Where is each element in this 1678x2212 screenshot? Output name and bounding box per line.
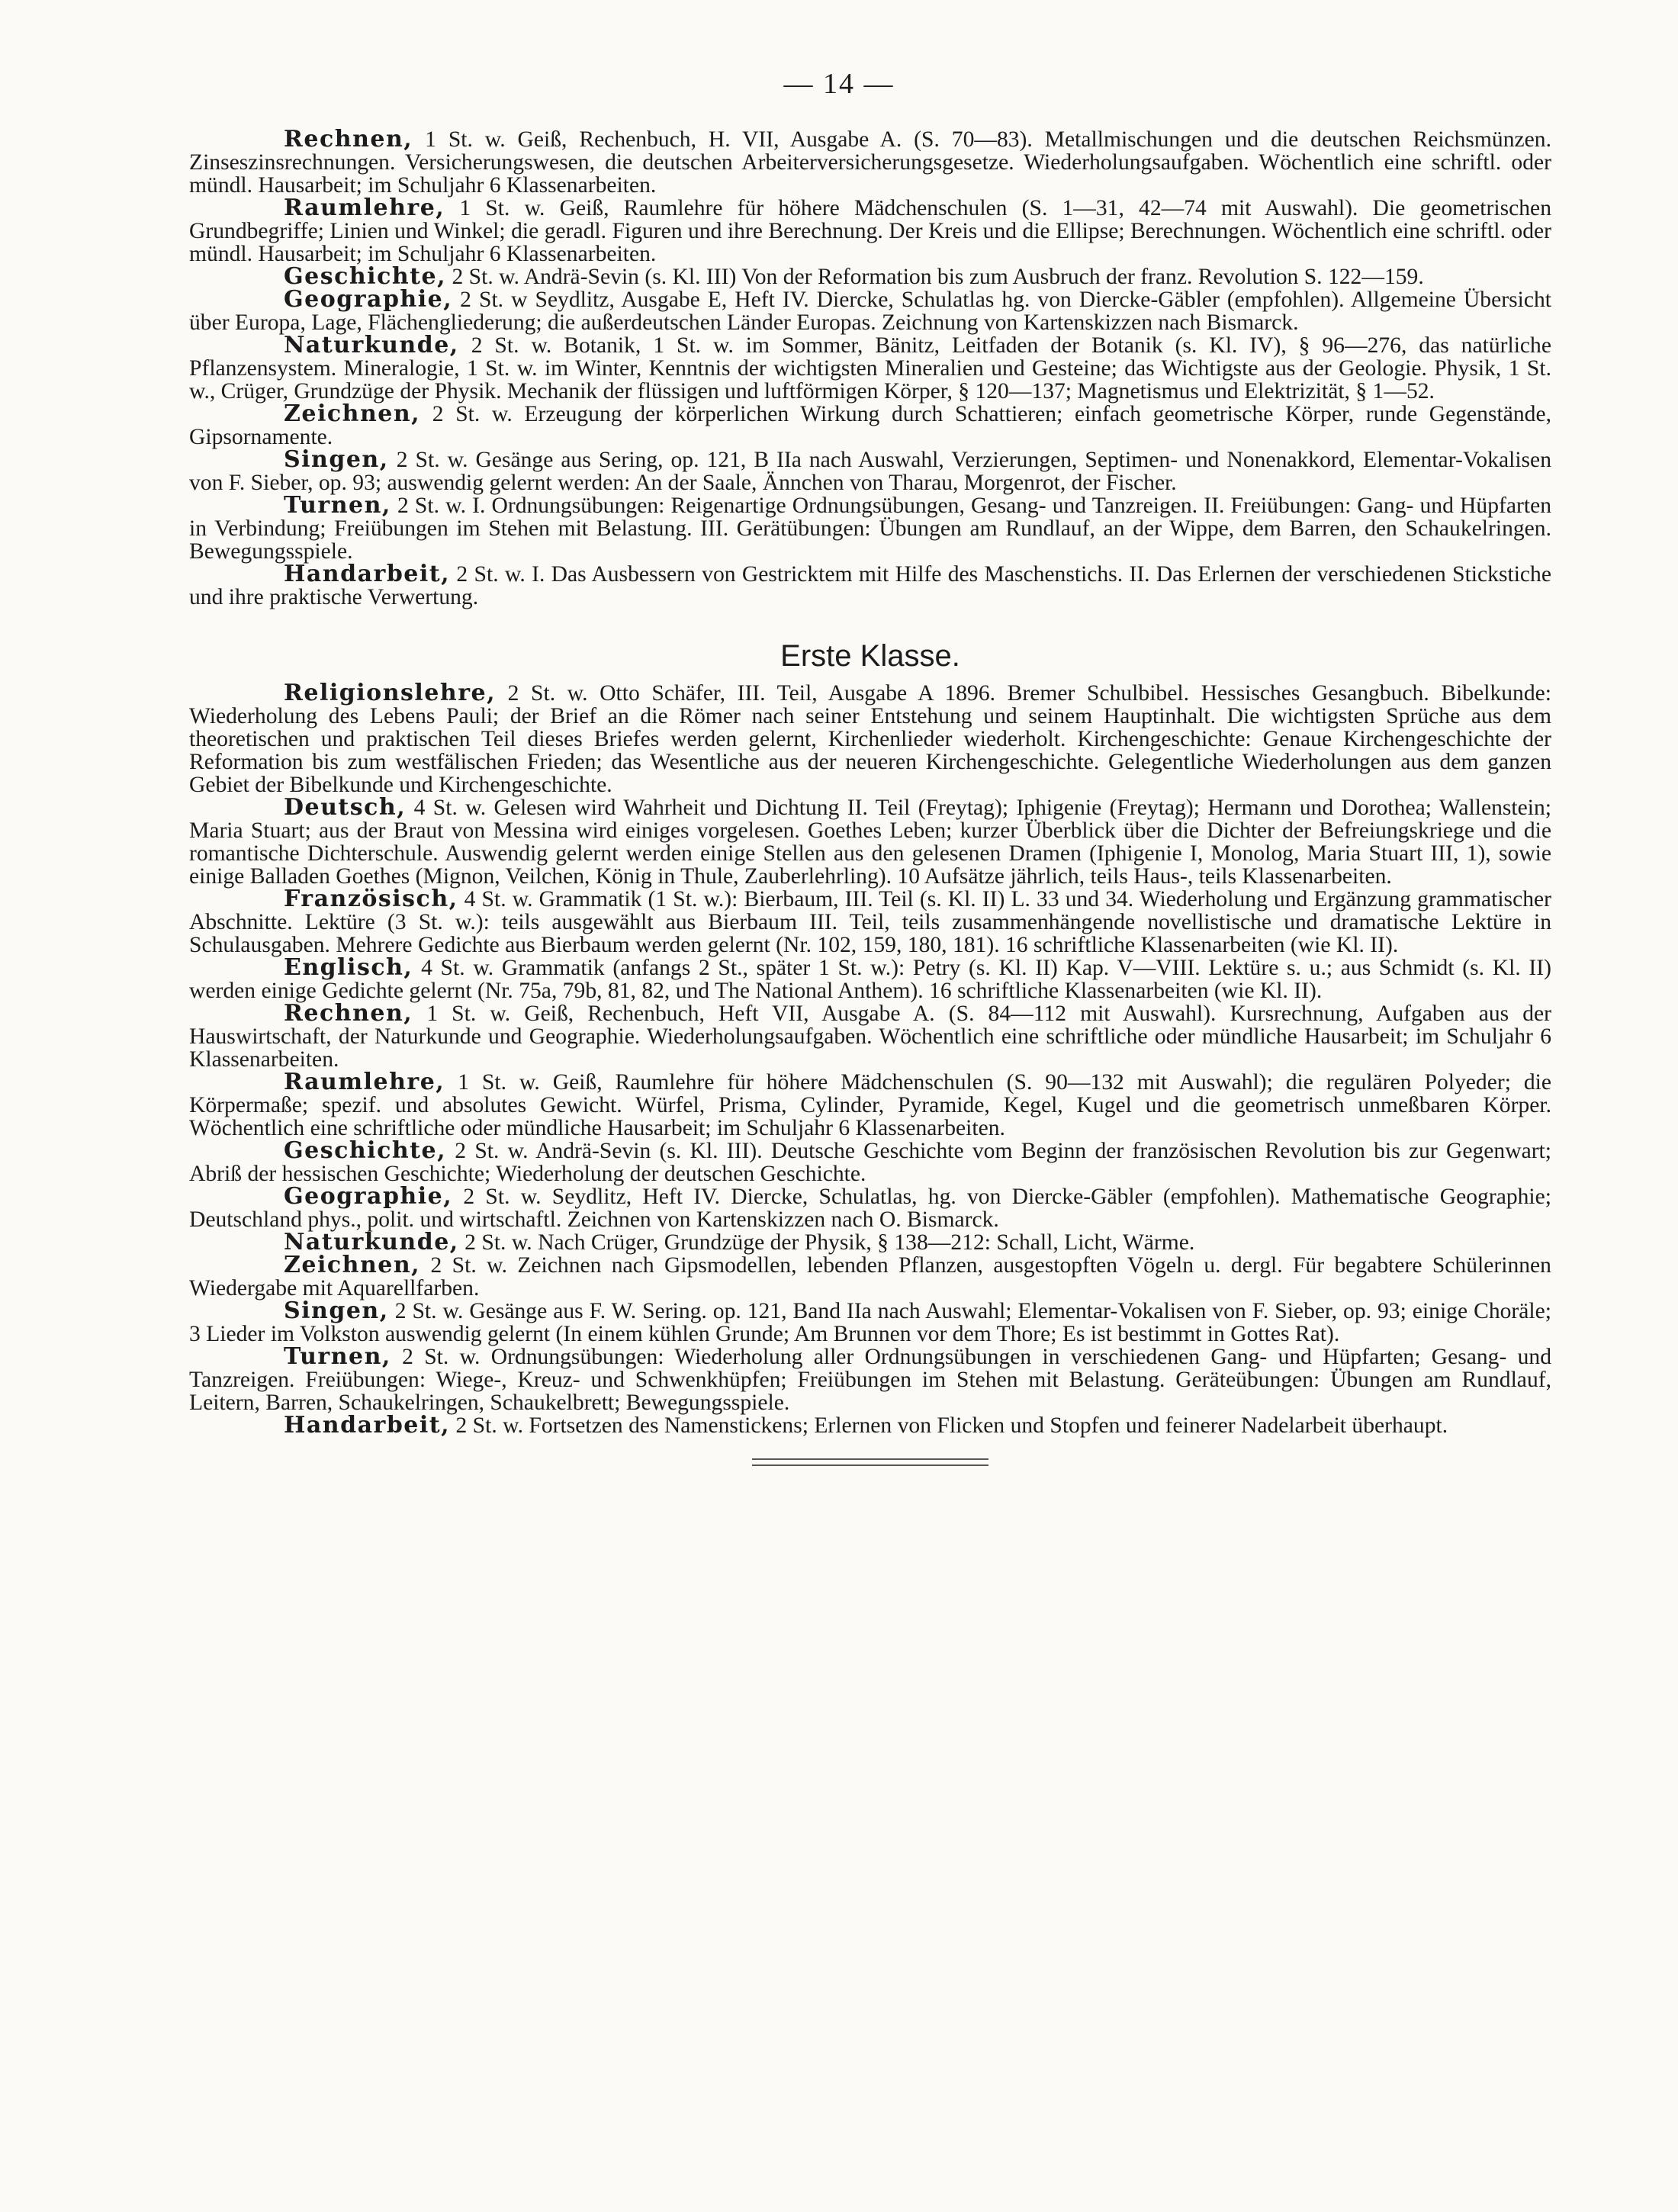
subject-description: 1 St. w. Geiß, Rechenbuch, Heft VII, Ausgabe A. (S. 84—112 mit Auswahl). Kursrechnung, Aufgaben aus der Hauswirtschaft, der Naturkunde und Geographie. Wiederholungsaufgaben. Wöchentlich eine schriftliche oder mündliche Hausarbeit; im Schuljahr 6 Klassenarbeiten.	[189, 1002, 1551, 1072]
subject-title: Naturkunde,	[284, 1229, 459, 1256]
subject-title: Geographie,	[284, 286, 453, 313]
subject-entry	[189, 1231, 1551, 1254]
subject-entry	[189, 1071, 1551, 1140]
subject-entry	[189, 334, 1551, 403]
subject-entry	[189, 682, 1551, 796]
subject-title: Rechnen,	[284, 1000, 413, 1027]
subject-description: 2 St. w. Gesänge aus F. W. Sering. op. 121, Band IIa nach Auswahl; Elementar-Vokalisen von F. Sieber, op. 93; einige Choräle; 3 Lieder im Volkston auswendig gelernt (In einem kühlen Grunde; Am Brunnen vor dem Thore; Es ist bestimmt in Gottes Rat).	[189, 1299, 1551, 1346]
subject-title: Französisch,	[284, 886, 458, 912]
subject-description: 2 St. w. Ordnungsübungen: Wiederholung aller Ordnungsübungen in verschiedenen Gang- und Hüpfarten; Gesang- und Tanzreigen. Freiübungen: Wiege-, Kreuz- und Schwenkhüpfen; Freiübungen im Stehen mit Belastung. Geräteübungen: Übungen am Rundlauf, Leitern, Barren, Schaukelringen, Schaukelbrett; Bewegungsspiele.	[189, 1345, 1551, 1415]
subject-description: 2 St. w. Otto Schäfer, III. Teil, Ausgabe A 1896. Bremer Schulbibel. Hessisches Gesangbuch. Bibelkunde: Wiederholung des Lebens Pauli; der Brief an die Römer nach seiner Entstehung und seinem Hauptinhalt. Die wichtigsten Sprüche aus dem theoretischen und praktischen Teil dieses Briefes werden gelernt, Kirchenlieder wiederholt. Kirchengeschichte: Genaue Kirchengeschichte der Reformation bis zum westfälischen Frieden; das Wesentliche aus der neueren Kirchengeschichte. Gelegentliche Wiederholungen aus dem ganzen Gebiet der Bibelkunde und Kirchengeschichte.	[189, 681, 1551, 797]
subject-description: 1 St. w. Geiß, Raumlehre für höhere Mädchenschulen (S. 1—31, 42—74 mit Auswahl). Die geometrischen Grundbegriffe; Linien und Winkel; die geradl. Figuren und ihre Berechnung. Der Kreis und die Ellipse; Berechnungen. Wöchentlich eine schriftl. oder mündl. Hausarbeit; im Schuljahr 6 Klassenarbeiten.	[189, 196, 1551, 266]
body-text	[189, 128, 1551, 1466]
section-heading: Erste Klasse.	[780, 639, 960, 673]
subject-description: 1 St. w. Geiß, Raumlehre für höhere Mädchenschulen (S. 90—132 mit Auswahl); die regulären Polyeder; die Körpermaße; spezif. und absolutes Gewicht. Würfel, Prisma, Cylinder, Pyramide, Kegel, Kugel und die geometrisch unmeßbaren Körper. Wöchentlich eine schriftliche oder mündliche Hausarbeit; im Schuljahr 6 Klassenarbeiten.	[189, 1070, 1551, 1140]
subject-entry	[189, 1185, 1551, 1231]
subject-entry	[189, 446, 1551, 495]
end-rule	[752, 1458, 988, 1466]
subject-title: Geographie,	[284, 1183, 453, 1210]
subject-entry	[189, 796, 1551, 888]
subject-description: 2 St. w. Fortsetzen des Namenstickens; Erlernen von Flicken und Stopfen und feinerer Nadelarbeit überhaupt.	[455, 1413, 1448, 1438]
subject-description: 4 St. w. Gelesen wird Wahrheit und Dichtung II. Teil (Freytag); Iphigenie (Freytag); Hermann und Dorothea; Wallenstein; Maria Stuart; aus der Braut von Messina wird einiges vorgelesen. Goethes Leben; kurzer Überblick über die Dichter der Befreiungskriege und die romantische Dichterschule. Auswendig gelernt werden einige Stellen aus den gelesenen Dramen (Iphigenie I, Monolog, Maria Stuart III, 1), sowie einige Balladen Goethes (Mignon, Veilchen, König in Thule, Zauberlehrling). 10 Aufsätze jährlich, teils Haus-, teils Klassenarbeiten.	[189, 796, 1551, 889]
subject-title: Religionslehre,	[284, 680, 497, 706]
subject-description: 2 St. w. Gesänge aus Sering, op. 121, B IIa nach Auswahl, Verzierungen, Septimen- und Nonenakkord, Elementar-Vokalisen von F. Sieber, op. 93; auswendig gelernt werden: An der Saale, Ännchen von Tharau, Morgenrot, der Fischer.	[189, 448, 1551, 495]
subject-description: 2 St. w. Erzeugung der körperlichen Wirkung durch Schattieren; einfach geometrische Körper, runde Gegenstände, Gipsornamente.	[189, 402, 1551, 449]
subject-entry	[189, 400, 1551, 449]
subject-description: 4 St. w. Grammatik (1 St. w.): Bierbaum, III. Teil (s. Kl. II) L. 33 und 34. Wiederholung und Ergänzung grammatischer Abschnitte. Lektüre (3 St. w.): teils ausgewählt aus Bierbaum III. Teil, teils zusammenhängende novellistische und dramatische Lektüre in Schulausgaben. Mehrere Gedichte aus Bierbaum werden gelernt (Nr. 102, 159, 180, 181). 16 schriftliche Klassenarbeiten (wie Kl. II).	[189, 887, 1551, 957]
subject-entry	[189, 1002, 1551, 1071]
subject-entry	[189, 1343, 1551, 1415]
bottom-entries	[189, 682, 1551, 1437]
subject-title: Handarbeit,	[284, 561, 451, 587]
subject-title: Naturkunde,	[284, 332, 459, 358]
subject-title: Zeichnen,	[284, 400, 421, 427]
subject-title: Raumlehre,	[284, 1069, 445, 1095]
subject-title: Rechnen,	[284, 126, 413, 153]
page-number: — 14 —	[783, 68, 895, 100]
subject-title: Handarbeit,	[284, 1412, 451, 1439]
subject-title: Zeichnen,	[284, 1252, 421, 1278]
subject-title: Deutsch,	[284, 794, 407, 821]
subject-description: 2 St. w. Zeichnen nach Gipsmodellen, lebenden Pflanzen, ausgestopften Vögeln u. dergl. Für begabtere Schülerinnen Wiedergabe mit Aquarellfarben.	[189, 1253, 1551, 1301]
subject-entry	[189, 1414, 1551, 1437]
subject-title: Singen,	[284, 1297, 389, 1324]
subject-description: 2 St. w. Andrä-Sevin (s. Kl. III). Deutsche Geschichte vom Beginn der französischen Revolution bis zur Gegenwart; Abriß der hessischen Geschichte; Wiederholung der deutschen Geschichte.	[189, 1139, 1552, 1186]
subject-entry	[189, 563, 1551, 609]
subject-entry	[189, 1137, 1552, 1186]
subject-title: Englisch,	[284, 954, 413, 981]
subject-description: 4 St. w. Grammatik (anfangs 2 St., später 1 St. w.): Petry (s. Kl. II) Kap. V—VIII. Lektüre s. u.; aus Schmidt (s. Kl. II) werden einige Gedichte gelernt (Nr. 75a, 79b, 81, 82, und The National Anthem). 16 schriftliche Klassenarbeiten (wie Kl. II).	[189, 956, 1551, 1003]
subject-description: 2 St. w. I. Das Ausbessern von Gestricktem mit Hilfe des Maschenstichs. II. Das Erlernen der verschiedenen Stickstiche und ihre praktische Verwertung.	[189, 562, 1551, 609]
subject-description: 2 St. w. Andrä-Sevin (s. Kl. III) Von der Reformation bis zum Ausbruch der franz. Revolution S. 122—159.	[452, 265, 1424, 289]
subject-description: 2 St. w Seydlitz, Ausgabe E, Heft IV. Diercke, Schulatlas hg. von Diercke-Gäbler (empfohlen). Allgemeine Übersicht über Europa, Lage, Flächengliederung; die außerdeutschen Länder Europas. Zeichnung von Kartenskizzen nach Bismarck.	[189, 288, 1551, 335]
subject-description: 2 St. w. Nach Crüger, Grundzüge der Physik, § 138—212: Schall, Licht, Wärme.	[465, 1230, 1195, 1255]
subject-entry	[189, 197, 1551, 265]
subject-entry	[189, 1297, 1551, 1346]
subject-entry	[189, 288, 1551, 334]
subject-entry	[189, 888, 1551, 956]
subject-title: Raumlehre,	[284, 195, 445, 221]
subject-description: 2 St. w. Seydlitz, Heft IV. Diercke, Schulatlas, hg. von Diercke-Gäbler (empfohlen). Mathematische Geographie; Deutschland phys., polit. und wirtschaftl. Zeichnen von Kartenskizzen nach O. Bismarck.	[189, 1185, 1552, 1232]
subject-entry	[189, 956, 1551, 1002]
subject-entry	[189, 128, 1551, 197]
subject-title: Turnen,	[284, 492, 391, 519]
subject-description: 2 St. w. I. Ordnungsübungen: Reigenartige Ordnungsübungen, Gesang- und Tanzreigen. II. Freiübungen: Gang- und Hüpfarten in Verbindung; Freiübungen im Stehen mit Belastung. III. Gerätübungen: Übungen am Rundlauf, an der Wippe, dem Barren, den Schaukelringen. Bewegungsspiele.	[189, 494, 1551, 564]
subject-description: 1 St. w. Geiß, Rechenbuch, H. VII, Ausgabe A. (S. 70—83). Metallmischungen und die deutschen Reichsmünzen. Zinseszinsrechnungen. Versicherungswesen, die deutschen Arbeiterversicherungsgesetze. Wiederholungsaufgaben. Wöchentlich eine schriftl. oder mündl. Hausarbeit; im Schuljahr 6 Klassenarbeiten.	[189, 127, 1551, 198]
subject-description: 2 St. w. Botanik, 1 St. w. im Sommer, Bänitz, Leitfaden der Botanik (s. Kl. IV), § 96—276, das natürliche Pflanzensystem. Mineralogie, 1 St. w. im Winter, Kenntnis der wichtigsten Mineralien und Gesteine; das Wichtigste aus der Geologie. Physik, 1 St. w., Crüger, Grundzüge der Physik. Mechanik der flüssigen und luftförmigen Körper, § 120—137; Magnetismus und Elektrizität, § 1—52.	[189, 333, 1551, 403]
subject-title: Geschichte,	[284, 1137, 447, 1164]
subject-title: Geschichte,	[284, 263, 447, 290]
subject-title: Singen,	[284, 446, 389, 473]
subject-entry	[189, 1254, 1551, 1300]
subject-entry	[189, 265, 1551, 288]
top-entries	[189, 128, 1551, 609]
subject-title: Turnen,	[284, 1343, 391, 1370]
subject-entry	[189, 494, 1551, 563]
